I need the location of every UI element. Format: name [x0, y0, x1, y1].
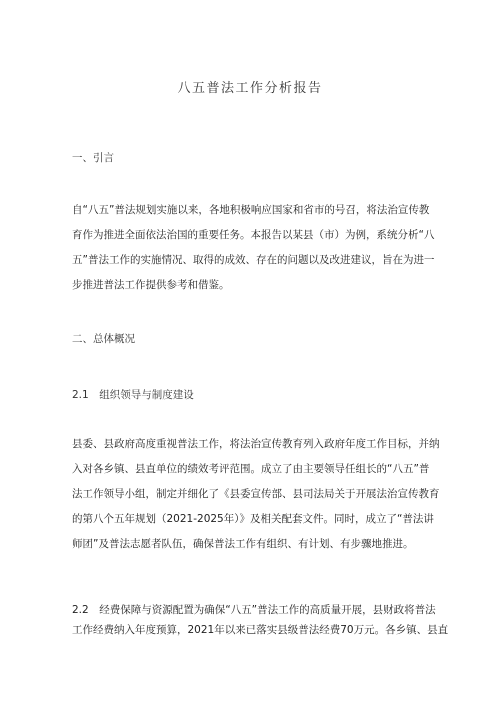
- section-heading-overview: 二、总体概况: [72, 333, 135, 345]
- paragraph-line: 法工作领导小组，制定并细化了《县委宣传部、县司法局关于开展法治宣传教育: [72, 488, 440, 500]
- paragraph-line: 五”普法工作的实施情况、取得的成效、存在的问题以及改进建议，旨在为进一: [72, 254, 435, 266]
- paragraph-line: 入对各乡镇、县直单位的绩效考评范围。成立了由主要领导任组长的“八五”普: [72, 463, 430, 475]
- paragraph-line: 县委、县政府高度重视普法工作，将法治宣传教育列入政府年度工作目标，并纳: [72, 438, 440, 450]
- paragraph-line: 的第八个五年规划（2021-2025年）》及相关配套文件。同时，成立了“普法讲: [72, 513, 434, 525]
- funding-paragraph: [72, 600, 449, 640]
- paragraph-line: 育作为推进全面依法治国的重要任务。本报告以某县（市）为例，系统分析“八: [72, 229, 435, 241]
- paragraph-line: 自“八五”普法规划实施以来，各地积极响应国家和省市的号召，将法治宣传教: [72, 204, 430, 216]
- subsection-heading-org: 2.1 组织领导与制度建设: [72, 389, 194, 401]
- paragraph-line: 工作经费纳入年度预算，2021年以来已落实县级普法经费70万元。各乡镇、县直: [72, 624, 449, 636]
- paragraph-line: 步推进普法工作提供参考和借鉴。: [72, 279, 230, 291]
- org-paragraph: [72, 432, 440, 557]
- section-heading-intro: 一、引言: [72, 152, 114, 164]
- paragraph-line: 师团”及普法志愿者队伍，确保普法工作有组织、有计划、有步骤地推进。: [72, 538, 414, 550]
- paragraph-line: 2.2 经费保障与资源配置为确保“八五”普法工作的高质量开展，县财政将普法: [72, 604, 436, 616]
- intro-paragraph: [72, 198, 435, 298]
- document-title: 八五普法工作分析报告: [177, 81, 323, 96]
